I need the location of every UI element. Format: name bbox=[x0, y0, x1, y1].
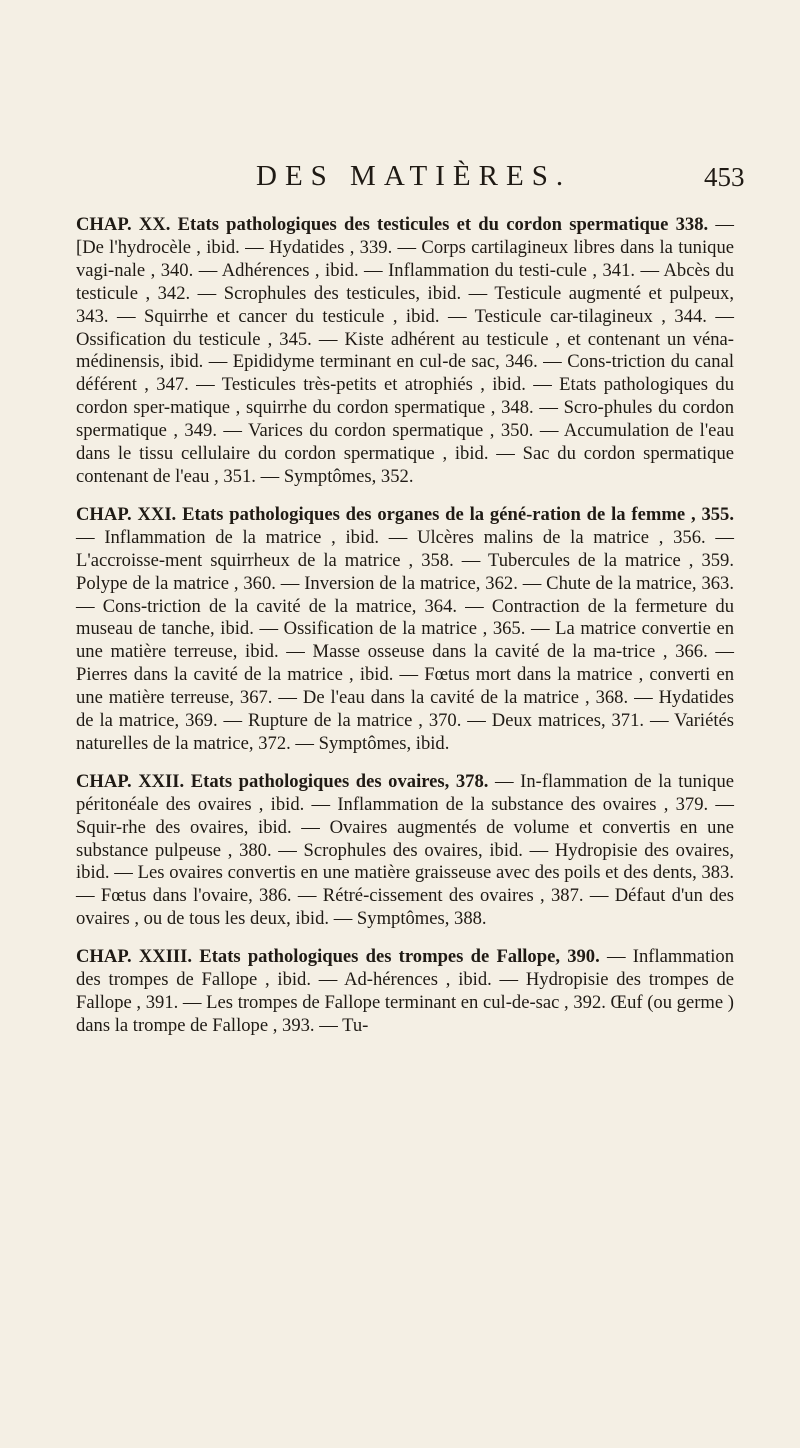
chapter-label: CHAP. XXII. bbox=[76, 770, 185, 792]
table-of-contents bbox=[76, 214, 734, 1053]
running-head bbox=[0, 160, 800, 200]
chapter-title: Etats pathologiques des organes de la géné-ration de la femme , 355. bbox=[182, 503, 734, 525]
chapter-xx bbox=[76, 214, 734, 489]
page-number: 453 bbox=[704, 162, 745, 192]
chapter-title: Etats pathologiques des testicules et du cordon spermatique 338. bbox=[177, 214, 709, 235]
chapter-entries: — Inflammation des trompes de Fallope , ibid. — Ad-hérences , ibid. — Hydropisie des trompes de Fallope , 391. — Les trompes de Fallope terminant en cul-de-sac , 392. Œuf (ou germe ) dans la trompe de Fallope , 393. — Tu- bbox=[76, 946, 734, 1036]
chapter-label: CHAP. XX. bbox=[76, 214, 171, 235]
chapter-entries: — Inflammation de la matrice , ibid. — Ulcères malins de la matrice , 356. — L'accroisse-ment squirrheux de la matrice , 358. — Tubercules de la matrice , 359. Polype de la matrice , 360. — Inversion de la matrice, 362. — Chute de la matrice, 363. — Cons-triction de la cavité de la matrice, 364. — Contraction de la fermeture du museau de tanche, ibid. — Ossification de la matrice , 365. — La matrice convertie en une matière terreuse, ibid. — Masse osseuse dans la cavité de la ma-trice , 366. — Pierres dans la cavité de la matrice , ibid. — Fœtus mort dans la matrice , converti en une matière terreuse, 367. — De l'eau dans la cavité de la matrice , 368. — Hydatides de la matrice, 369. — Rupture de la matrice , 370. — Deux matrices, 371. — Variétés naturelles de la matrice, 372. — Symptômes, ibid. bbox=[76, 526, 734, 754]
chapter-xxiii bbox=[76, 946, 734, 1038]
chapter-title: Etats pathologiques des trompes de Fallope, 390. bbox=[199, 946, 600, 968]
chapter-title: Etats pathologiques des ovaires, 378. bbox=[190, 770, 489, 792]
chapter-entries: — In-flammation de la tunique péritonéale des ovaires , ibid. — Inflammation de la substance des ovaires , 379. — Squir-rhe des ovaires, ibid. — Ovaires augmentés de volume et convertis en une substance pulpeuse , 380. — Scrophules des ovaires, ibid. — Hydropisie des ovaires, ibid. — Les ovaires convertis en une matière graisseuse avec des poils et des dents, 383. — Fœtus dans l'ovaire, 386. — Rétré-cissement des ovaires , 387. — Défaut d'un des ovaires , ou de tous les deux, ibid. — Symptômes, 388. bbox=[76, 770, 734, 930]
chapter-xxii bbox=[76, 771, 734, 931]
chapter-xxi bbox=[76, 504, 734, 756]
running-head-title: DES MATIÈRES. bbox=[256, 160, 572, 192]
chapter-label: CHAP. XXIII. bbox=[76, 946, 193, 968]
chapter-label: CHAP. XXI. bbox=[76, 503, 177, 525]
chapter-entries: — [De l'hydrocèle , ibid. — Hydatides , 339. — Corps cartilagineux libres dans la tunique vagi-nale , 340. — Adhérences , ibid. — Inflammation du testi-cule , 341. — Abcès du testicule , 342. — Scrophules des testicules, ibid. — Testicule augmenté et pulpeux, 343. — Squirrhe et cancer du testicule , ibid. — Testicule car-tilagineux , 344. — Ossification du testicule , 345. — Kiste adhérent au testicule , et contenant un véna-médinensis, ibid. — Epididyme terminant en cul-de sac, 346. — Cons-triction du canal déférent , 347. — Testicules très-petits et atrophiés , ibid. — Etats pathologiques du cordon sper-matique , squirrhe du cordon spermatique , 348. — Scro-phules du cordon spermatique , 349. — Varices du cordon spermatique , 350. — Accumulation de l'eau dans le tissu cellulaire du cordon spermatique , ibid. — Sac du cordon spermatique contenant de l'eau , 351. — Symptômes, 352. bbox=[76, 214, 735, 487]
